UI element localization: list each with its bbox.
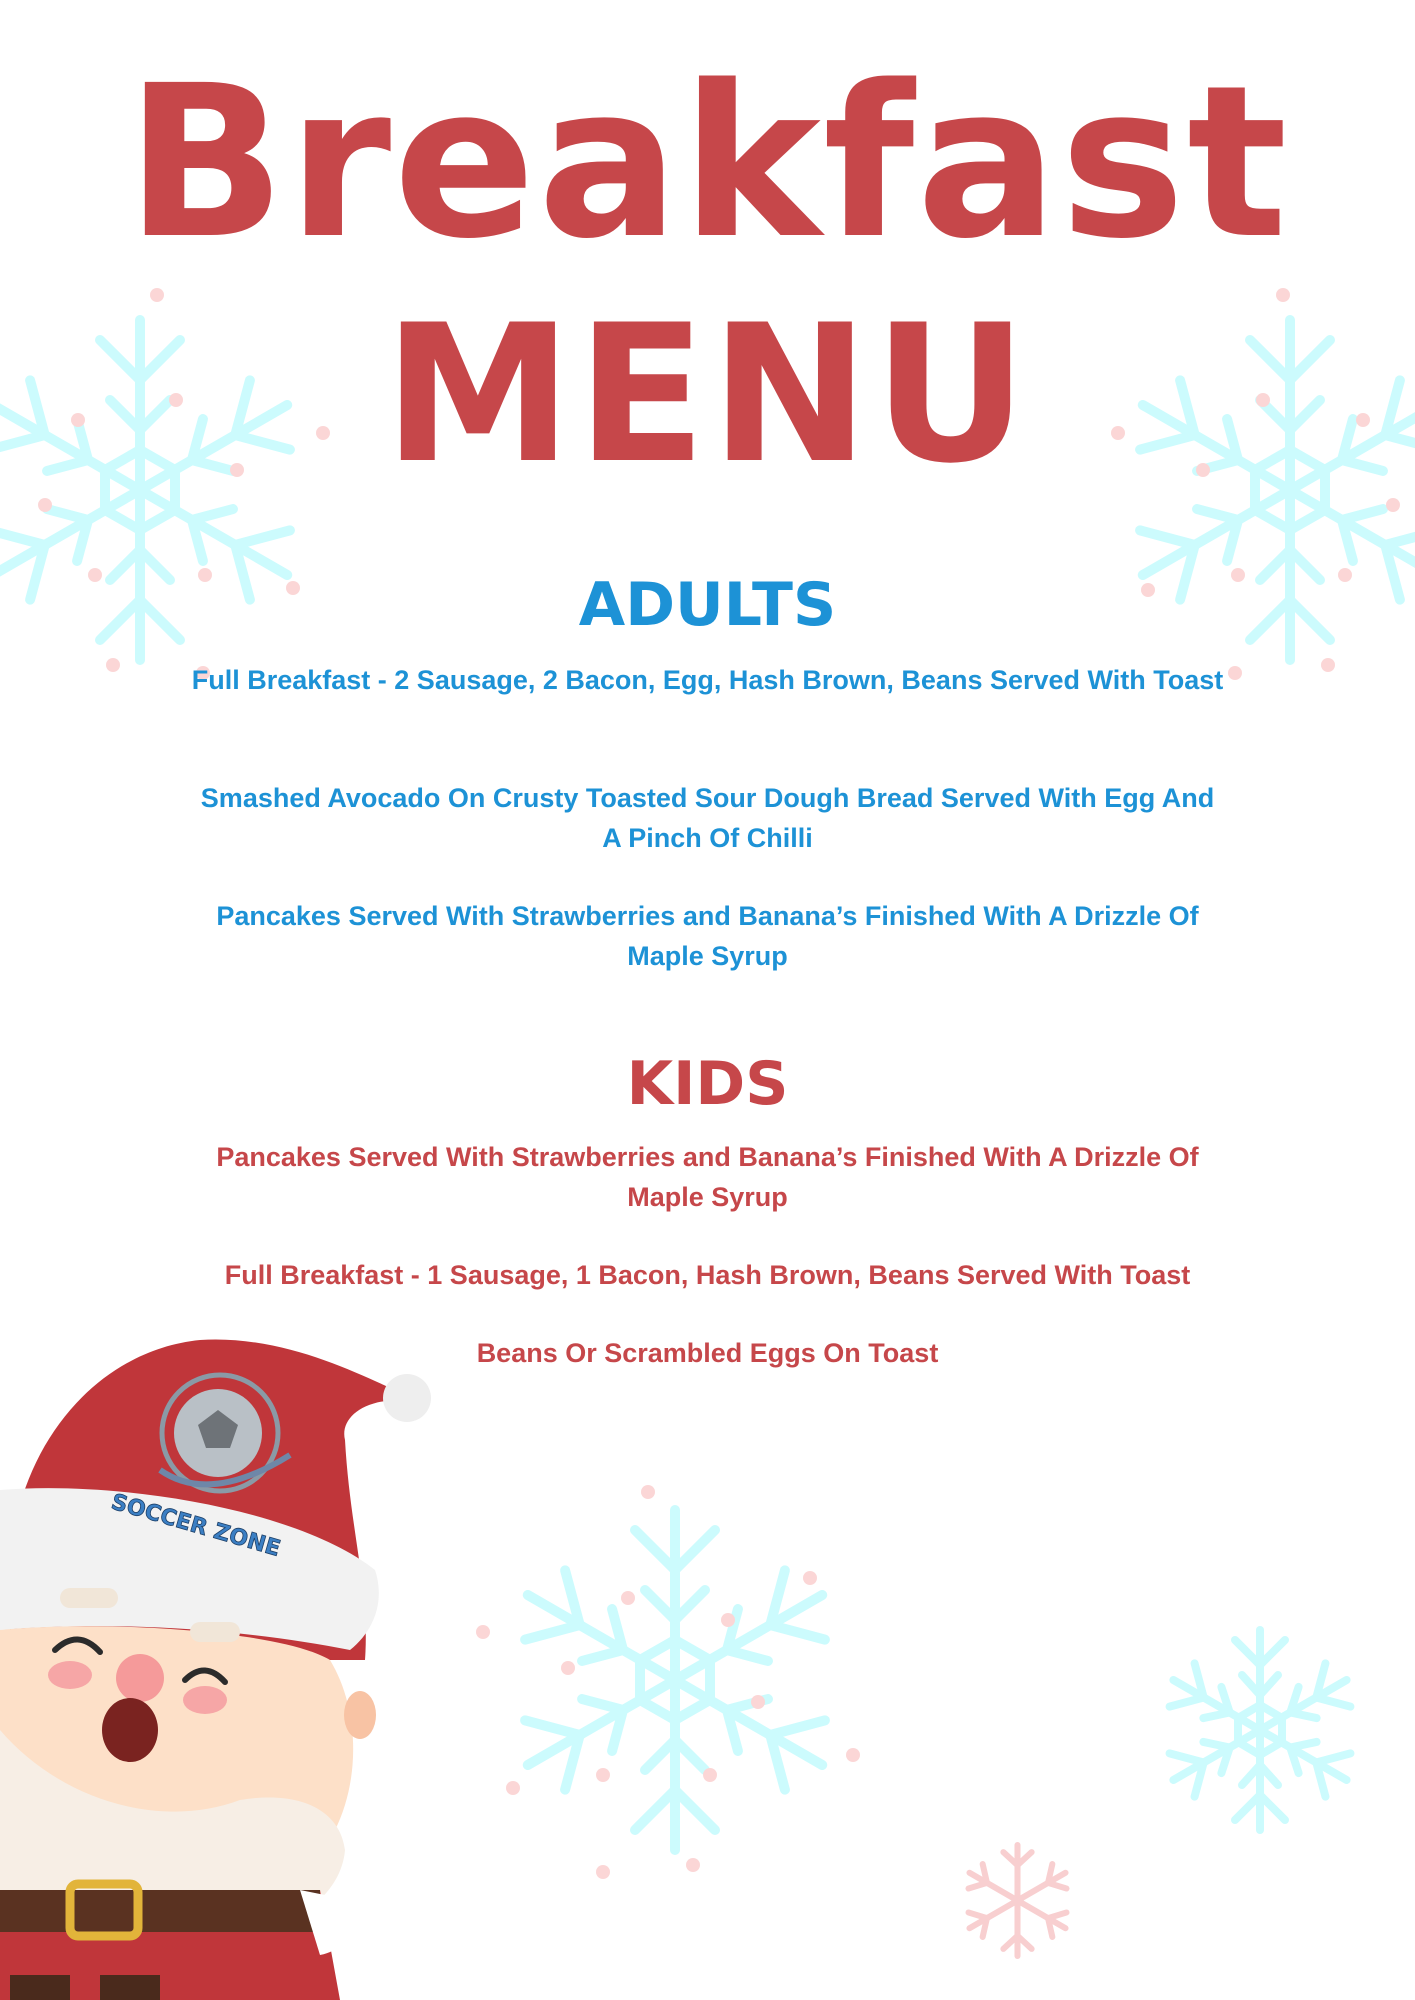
- adults-heading: ADULTS: [578, 570, 837, 640]
- adults-item: Smashed Avocado On Crusty Toasted Sour Dough Bread Served With Egg And A Pinch Of Chilli: [200, 783, 1215, 853]
- soccer-zone-logo-text: SOCCER ZONE: [108, 1489, 284, 1562]
- title-breakfast: Breakfast: [125, 40, 1290, 285]
- kids-item: Pancakes Served With Strawberries and Banana’s Finished With A Drizzle Of Maple Syrup: [216, 1142, 1199, 1212]
- adults-item: Full Breakfast - 2 Sausage, 2 Bacon, Egg, Hash Brown, Beans Served With Toast: [191, 665, 1224, 695]
- kids-item: Full Breakfast - 1 Sausage, 1 Bacon, Hash Brown, Beans Served With Toast: [224, 1260, 1191, 1290]
- kids-item: Beans Or Scrambled Eggs On Toast: [476, 1338, 939, 1368]
- title-menu: MENU: [383, 284, 1032, 505]
- santa-illustration: [0, 1330, 440, 2000]
- kids-heading: KIDS: [626, 1049, 789, 1119]
- adults-item: Pancakes Served With Strawberries and Banana’s Finished With A Drizzle Of Maple Syrup: [216, 901, 1199, 971]
